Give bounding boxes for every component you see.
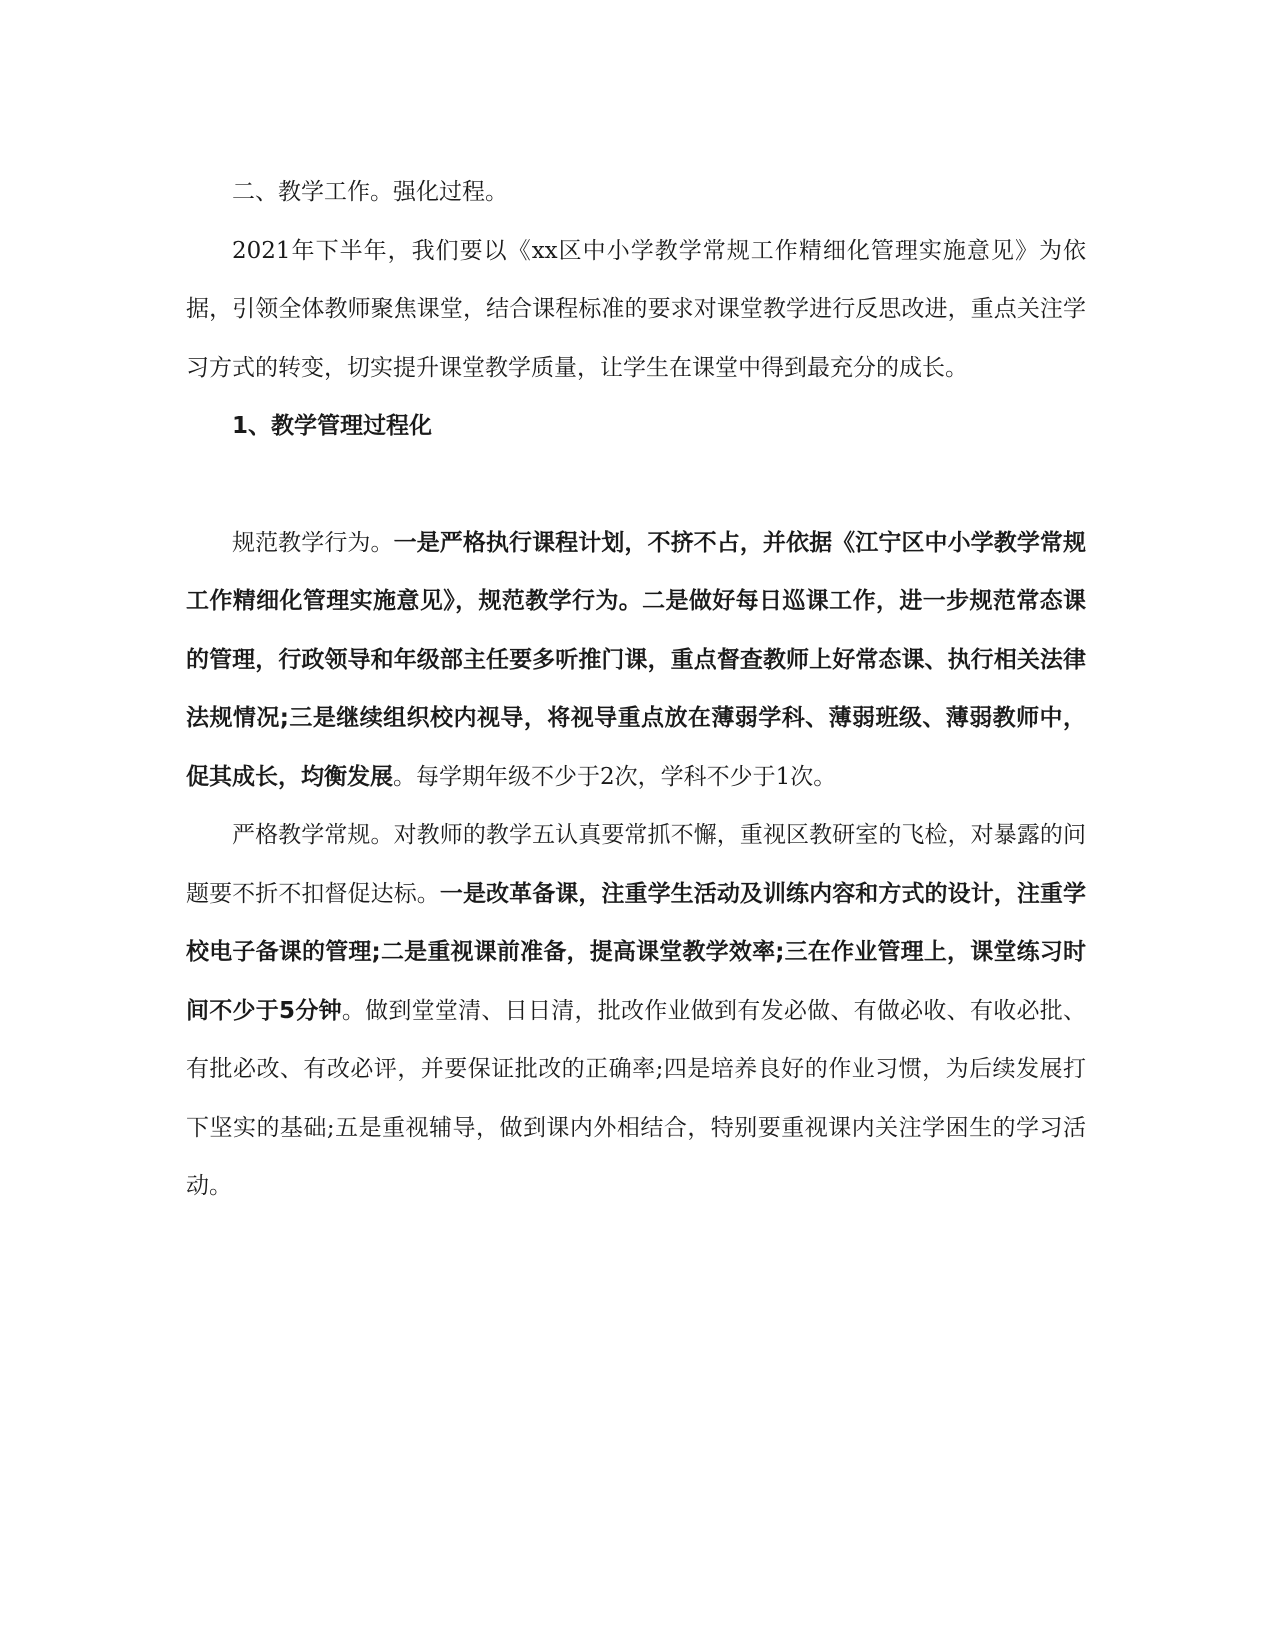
- paragraph-lead: 规范教学行为。: [232, 529, 394, 556]
- paragraph-tail: 。每学期年级不少于2次，学科不少于1次。: [393, 763, 837, 790]
- paragraph-tail: 。做到堂堂清、日日清，批改作业做到有发必做、有做必收、有收必批、有批必改、有改必评，并要保证批改的正确率;四是培养良好的作业习惯，为后续发展打下坚实的基础;五是重视辅导，做到课内外相结合，特别要重视课内关注学困生的学习活动。: [186, 997, 1086, 1199]
- document-body: [186, 163, 1086, 1216]
- paragraph-lead: 严格教学常规。对教师的教学五认真要常抓不懈，重视区教研室的飞检，对暴露的问题要不折不扣督促达标。: [186, 822, 1086, 907]
- blank-line: [186, 456, 1086, 514]
- paragraph-teaching-routine: [186, 806, 1086, 1216]
- paragraph-bold-text: 一是严格执行课程计划，不挤不占，并依据《江宁区中小学教学常规工作精细化管理实施意见》，规范教学行为。二是做好每日巡课工作，进一步规范常态课的管理，行政领导和年级部主任要多听推门课，重点督查教师上好常态课、执行相关法律法规情况;三是继续组织校内视导，将视导重点放在薄弱学科、薄弱班级、薄弱教师中，促其成长，均衡发展: [186, 529, 1087, 790]
- paragraph-bold-text: 一是改革备课，注重学生活动及训练内容和方式的设计，注重学校电子备课的管理;二是重视课前准备，提高课堂教学效率;三在作业管理上，课堂练习时间不少于5分钟: [186, 880, 1087, 1024]
- intro-paragraph: 2021年下半年，我们要以《xx区中小学教学常规工作精细化管理实施意见》为依据，引领全体教师聚焦课堂，结合课程标准的要求对课堂教学进行反思改进，重点关注学习方式的转变，切实提升课堂教学质量，让学生在课堂中得到最充分的成长。: [186, 237, 1086, 381]
- subheading: 1、教学管理过程化: [232, 413, 433, 439]
- section-heading: 二、教学工作。强化过程。: [232, 179, 508, 205]
- paragraph-teaching-behavior: [186, 514, 1086, 807]
